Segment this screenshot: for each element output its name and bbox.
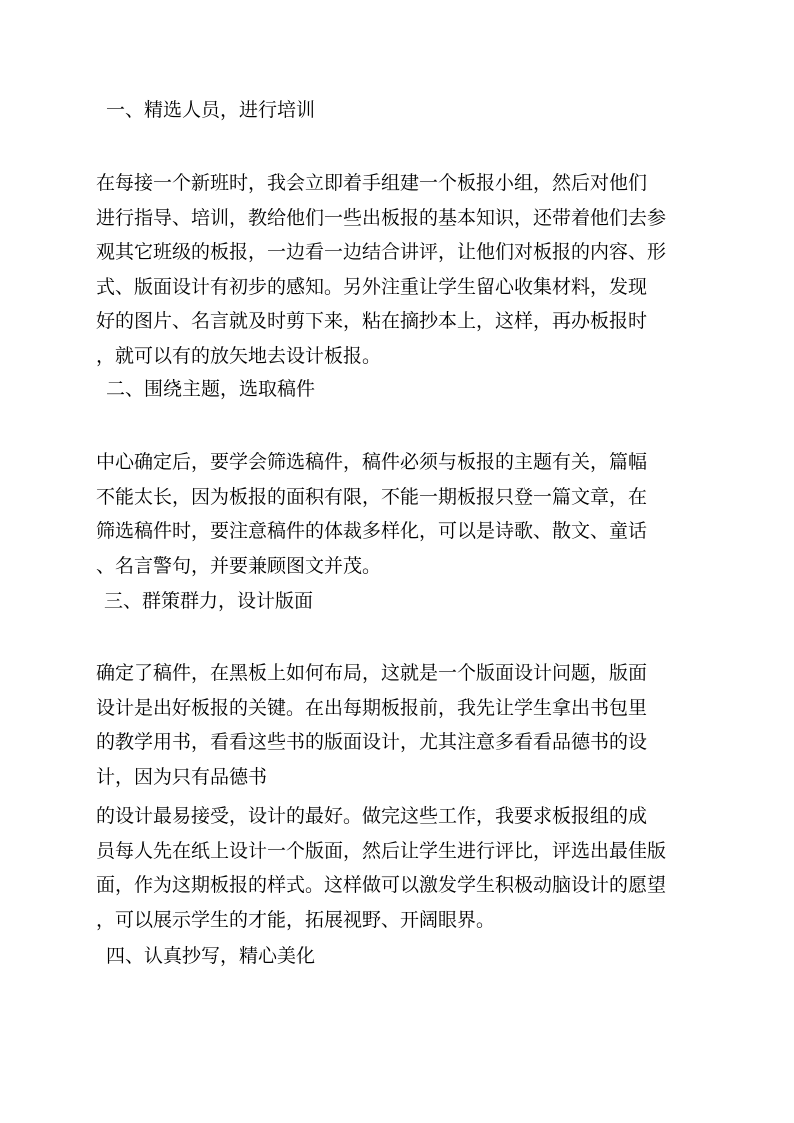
text-line: ，就可以有的放矢地去设计板报。	[96, 344, 382, 367]
text-line: 面，作为这期板报的样式。这样做可以激发学生积极动脑设计的愿望	[96, 874, 667, 896]
text-line: 、名言警句，并要兼顾图文并茂。	[96, 554, 382, 577]
text-line: 确定了稿件，在黑板上如何布局，这就是一个版面设计问题，版面	[96, 662, 648, 684]
text-line: 计，因为只有品德书	[96, 765, 268, 788]
section-3-paragraph-1	[96, 656, 696, 794]
text-line: 中心确定后，要学会筛选稿件，稿件必须与板报的主题有关，篇幅	[96, 451, 648, 473]
text-line: 进行指导、培训，教给他们一些出板报的基本知识，还带着他们去参	[96, 206, 667, 229]
text-line: ，可以展示学生的才能，拓展视野、开阔眼界。	[96, 908, 496, 931]
text-line: 设计是出好板报的关键。在出每期板报前，我先让学生拿出书包里	[96, 696, 648, 719]
section-2-paragraph	[96, 445, 696, 583]
text-line: 在每接一个新班时，我会立即着手组建一个板报小组，然后对他们	[96, 172, 648, 194]
text-line: 的设计最易接受，设计的最好。做完这些工作，我要求板报组的成	[96, 805, 648, 827]
text-line: 的教学用书，看看这些书的版面设计，尤其注意多看看品德书的设	[96, 731, 648, 753]
section-heading-2: 二、围绕主题，选取稿件	[106, 378, 316, 400]
text-line: 筛选稿件时，要注意稿件的体裁多样化，可以是诗歌、散文、童话	[96, 520, 648, 542]
section-heading-1: 一、精选人员，进行培训	[106, 99, 316, 121]
text-line: 观其它班级的板报，一边看一边结合讲评，让他们对板报的内容、形	[96, 241, 667, 263]
text-line: 员每人先在纸上设计一个版面，然后让学生进行评比，评选出最佳版	[96, 839, 667, 862]
section-1-paragraph	[96, 166, 696, 373]
text-line: 不能太长，因为板报的面积有限，不能一期板报只登一篇文章，在	[96, 485, 648, 508]
text-line: 式、版面设计有初步的感知。另外注重让学生留心收集材料，发现	[96, 275, 648, 298]
text-line: 好的图片、名言就及时剪下来，粘在摘抄本上，这样，再办板报时	[96, 310, 648, 332]
section-heading-3: 三、群策群力，设计版面	[104, 590, 314, 612]
section-3-paragraph-2	[96, 799, 696, 937]
section-heading-4: 四、认真抄写，精心美化	[106, 945, 316, 967]
